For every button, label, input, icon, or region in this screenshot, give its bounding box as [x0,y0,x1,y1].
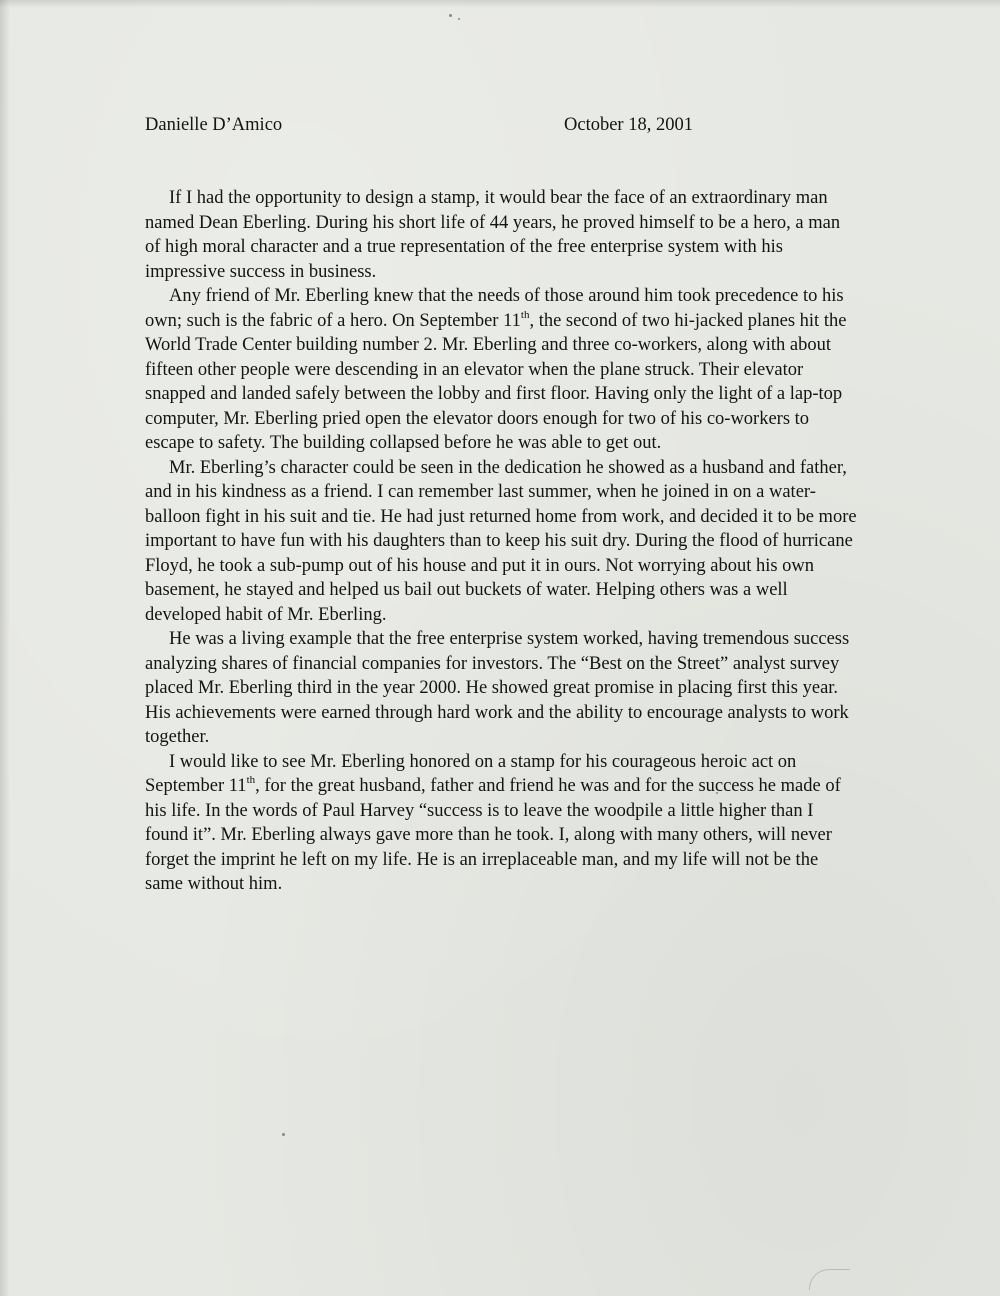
letter-date: October 18, 2001 [564,115,693,135]
ordinal-superscript: th [520,308,530,321]
scan-speck [282,1133,285,1136]
paragraph-text: , for the great husband, father and friend he was and for the success he made of his life. In the words of Paul Harvey “success is to leave the woodpile a little higher than I found it”. Mr. Eberling always gave more than he took. I, along with many others, will never forget the imprint he left on my life. He is an irreplaceable man, and my life will not be the same without him. [145,776,841,894]
paragraph-conclusion [145,750,857,897]
paragraph-text: If I had the opportunity to design a stamp, it would bear the face of an extraordinary man named Dean Eberling. During his short life of 44 years, he proved himself to be a hero, a man of high moral character and a true representation of the free enterprise system with his impressive success in business. [145,188,841,282]
paragraph-enterprise [145,627,857,750]
letter-header [145,115,845,141]
paragraph-text: He was a living example that the free enterprise system worked, having tremendous success analyzing shares of financial companies for investors. The “Best on the Street” analyst survey placed Mr. Eberling third in the year 2000. He showed great promise in placing first this year. His achievements were earned through hard work and the ability to encourage analysts to work together. [145,629,850,747]
paragraph-text: Mr. Eberling’s character could be seen in the dedication he showed as a husband and father, and in his kindness as a friend. I can remember last summer, when he joined in on a water-balloon fight in his suit and tie. He had just returned home from work, and decided it to be more important to have fun with his daughters than to keep his suit dry. During the flood of hurricane Floyd, he took a sub-pump out of his house and put it in ours. Not worrying about his own basement, he stayed and helped us bail out buckets of water. Helping others was a well developed habit of Mr. Eberling. [145,457,857,625]
paragraph-character [145,456,857,628]
paragraph-intro [145,186,857,284]
author-name: Danielle D’Amico [145,115,283,135]
paragraph-text: I would like to see Mr. Eberling honored on a stamp for his courageous heroic act on September 11 [145,751,797,796]
paragraph-text: , the second of two hi-jacked planes hit the World Trade Center building number 2. Mr. Eberling and three co-workers, along with about fifteen other people were descending in an elevator when the plane struck. Their elevator snapped and landed safely between the lobby and first floor. Having only the light of a lap-top computer, Mr. Eberling pried open the elevator doors enough for two of his co-workers to escape to safety. The building collapsed before he was able to get out. [145,310,847,453]
scan-edge-shadow [0,0,10,1296]
ordinal-superscript: th [246,774,256,786]
scan-speck [458,18,460,20]
scan-corner-mark [809,1269,850,1290]
paragraph-text: Any friend of Mr. Eberling knew that the needs of those around him took precedence to his own; such is the fabric of a hero. On September 11 [145,286,844,331]
essay-body [145,186,857,897]
paragraph-hero [145,284,857,456]
scan-speck [449,14,452,17]
scan-edge-shadow-top [0,0,1000,8]
